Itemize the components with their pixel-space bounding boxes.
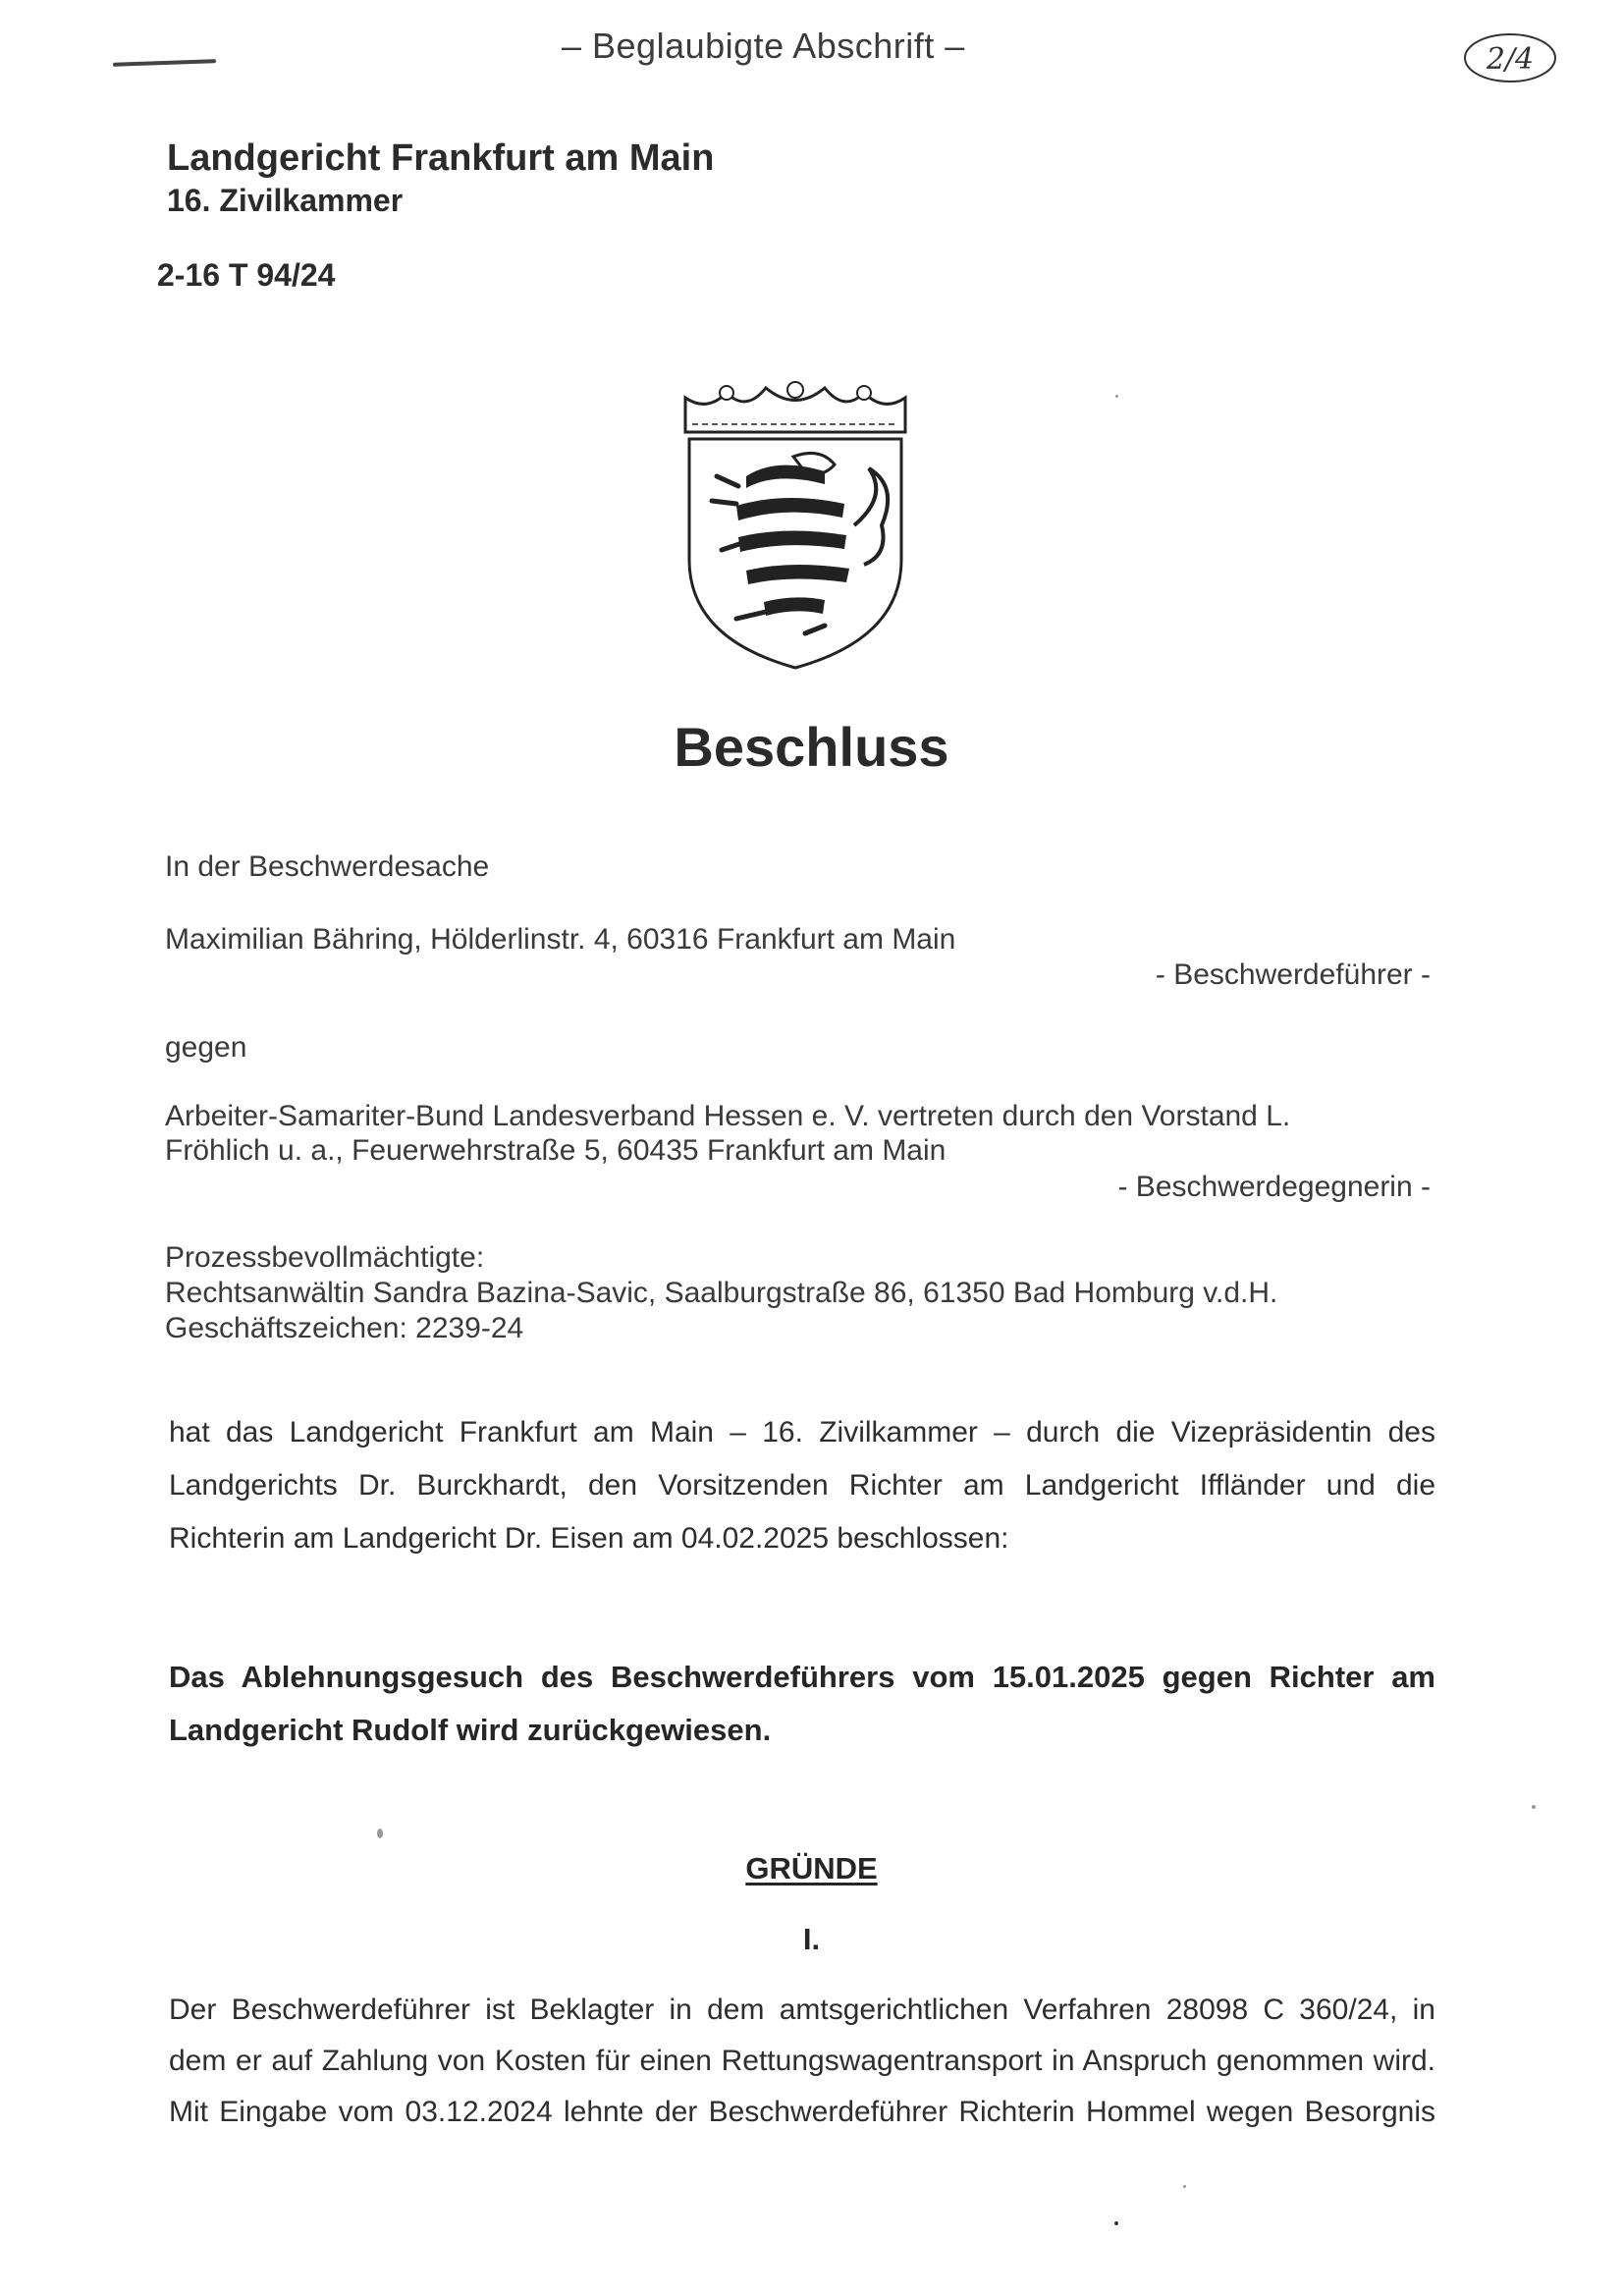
handwritten-dash: [113, 59, 216, 67]
reasons-heading: GRÜNDE: [745, 1851, 878, 1886]
page-mark-text: 2/4: [1486, 42, 1535, 77]
complainant-role: - Beschwerdeführer -: [1155, 958, 1431, 991]
reasons-section-number: I.: [802, 1922, 821, 1956]
reasons-heading-wrap: [0, 1851, 1623, 1886]
decision-intro-line-3: Richterin am Landgericht Dr. Eisen am 04.02.2025 beschlossen:: [169, 1522, 1009, 1555]
document-title: Beschluss: [674, 716, 949, 778]
scan-speck: [377, 1829, 383, 1838]
decision-intro-line-2: Landgerichts Dr. Burckhardt, den Vorsitzenden Richter am Landgericht Iffländer und die: [169, 1469, 1435, 1502]
complainant-address: Maximilian Bähring, Hölderlinstr. 4, 60316 Frankfurt am Main: [165, 923, 956, 956]
ruling-line-1: Das Ablehnungsgesuch des Beschwerdeführers vom 15.01.2025 gegen Richter am: [169, 1660, 1435, 1694]
versus-label: gegen: [165, 1031, 247, 1064]
certified-copy-header: – Beglaubigte Abschrift –: [562, 26, 965, 66]
reasons-line-1: Der Beschwerdeführer ist Beklagter in dem amtsgerichtlichen Verfahren 28098 C 360/24, in: [169, 1994, 1435, 2026]
handwritten-page-mark: [1461, 29, 1559, 86]
case-intro: In der Beschwerdesache: [165, 850, 490, 883]
court-name: Landgericht Frankfurt am Main: [167, 137, 715, 179]
reasons-line-2: dem er auf Zahlung von Kosten für einen Rettungswagentransport in Anspruch genommen wird.: [169, 2045, 1435, 2077]
reasons-line-3: Mit Eingabe vom 03.12.2024 lehnte der Beschwerdeführer Richterin Hommel wegen Besorgnis: [169, 2096, 1435, 2128]
scan-speck: [1183, 2185, 1186, 2188]
respondent-line-2: Fröhlich u. a., Feuerwehrstraße 5, 60435 Frankfurt am Main: [165, 1134, 947, 1167]
respondent-line-1: Arbeiter-Samariter-Bund Landesverband Hessen e. V. vertreten durch den Vorstand L.: [165, 1100, 1291, 1132]
counsel-name: Rechtsanwältin Sandra Bazina-Savic, Saalburgstraße 86, 61350 Bad Homburg v.d.H.: [165, 1277, 1278, 1309]
scan-speck: [1115, 395, 1118, 398]
ruling-line-2: Landgericht Rudolf wird zurückgewiesen.: [169, 1713, 772, 1747]
scan-speck: [1532, 1805, 1536, 1809]
counsel-label: Prozessbevollmächtigte:: [165, 1241, 485, 1274]
respondent-role: - Beschwerdegegnerin -: [1117, 1171, 1431, 1203]
court-chamber: 16. Zivilkammer: [167, 183, 404, 218]
counsel-reference: Geschäftszeichen: 2239-24: [165, 1312, 524, 1344]
file-number: 2-16 T 94/24: [157, 257, 336, 293]
hesse-lion-coat-of-arms-icon: [677, 378, 913, 673]
scan-speck: [1114, 2221, 1118, 2225]
decision-intro-line-1: hat das Landgericht Frankfurt am Main – 16. Zivilkammer – durch die Vizepräsidentin des: [169, 1416, 1435, 1449]
